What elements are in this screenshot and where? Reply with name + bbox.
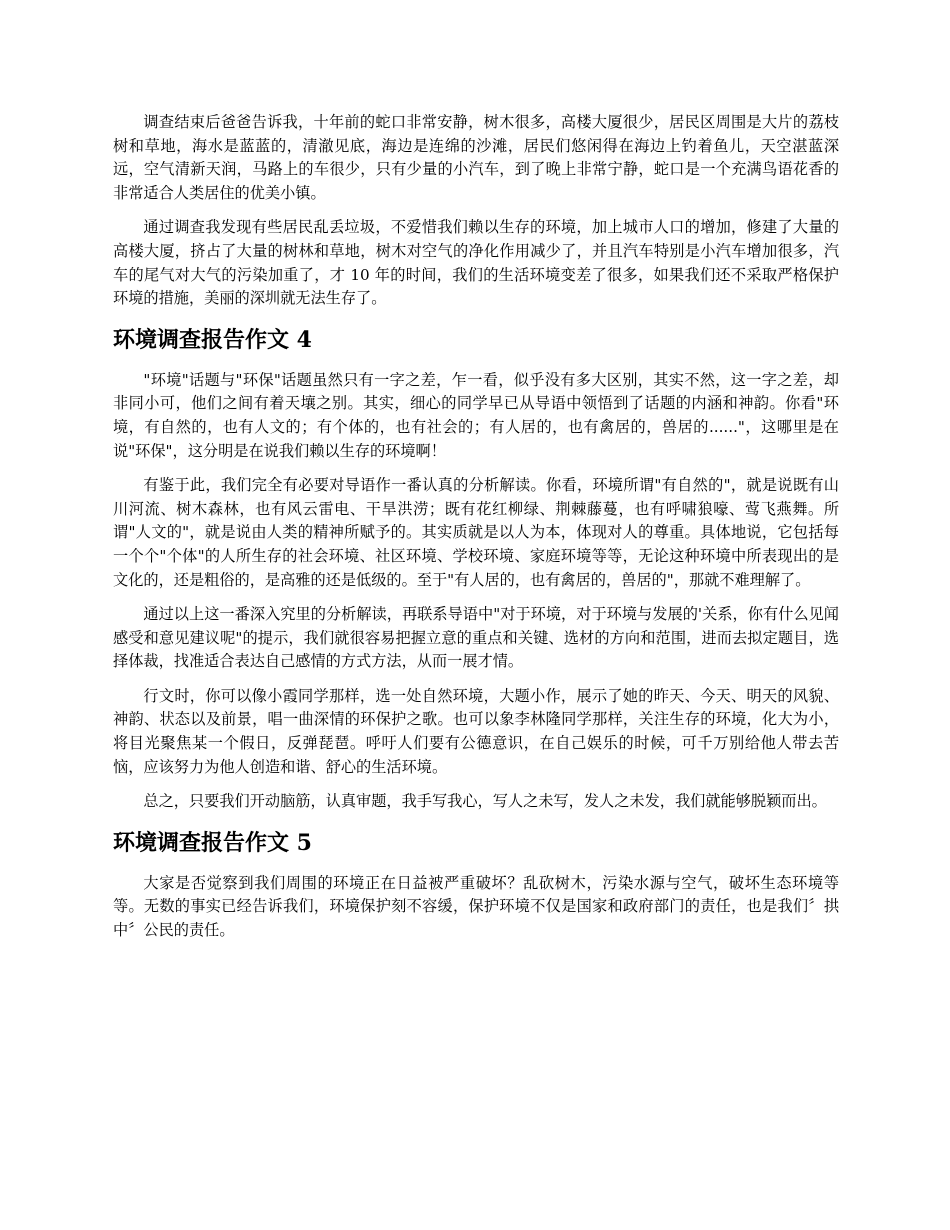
paragraph-gap (113, 592, 839, 603)
paragraph: 有鉴于此，我们完全有必要对导语作一番认真的分析解读。你看，环境所谓"有自然的"，就是说既有山川河流、树木森林，也有风云雷电、干旱洪涝；既有花红柳绿、荆棘藤蔓，也有呼啸狼嚎、莺飞燕舞。所谓"人文的"，就是说由人类的精神所赋予的。其实质就是以人为本，体现对人的尊重。具体地说，它包括每一个个"个体"的人所生存的社会环境、社区环境、学校环境、家庭环境等等，无论这种环境中所表现出的是文化的，还是粗俗的，是高雅的还是低级的。至于"有人居的，也有禽居的，兽居的"，那就不难理解了。 (113, 476, 839, 589)
paragraph-gap (113, 674, 839, 685)
paragraph-gap (113, 205, 839, 216)
paragraph: 通过调查我发现有些居民乱丢垃圾，不爱惜我们赖以生存的环境，加上城市人口的增加，修建了大量的高楼大厦，挤占了大量的树林和草地，树木对空气的净化作用减少了，并且汽车特别是小汽车增加很多，汽车的尾气对大气的污染加重了，才 10 年的时间，我们的生活环境变差了很多，如果我们还不采取严格保护环境的措施，美丽的深圳就无法生存了。 (113, 218, 839, 308)
paragraph: 大家是否觉察到我们周围的环境正在日益被严重破坏？乱砍树木，污染水源与空气，破坏生态环境等等。无数的事实已经告诉我们，环境保护刻不容缓，保护环境不仅是国家和政府部门的责任，也是我们〞拱中〞公民的责任。 (113, 873, 839, 940)
paragraph: "环境"话题与"环保"话题虽然只有一字之差，乍一看，似乎没有多大区别，其实不然，这一字之差，却非同小可，他们之间有着天壤之别。其实，细心的同学早已从导语中领悟到了话题的内涵和神韵。你看"环境，有自然的，也有人文的；有个体的，也有社会的；有人居的，也有禽居的，兽居的......"，这哪里是在说"环保"，这分明是在说我们赖以生存的环境啊！ (113, 370, 839, 460)
section-heading: 环境调查报告作文 5 (113, 829, 312, 856)
paragraph: 总之，只要我们开动脑筋，认真审题，我手写我心，写人之未写，发人之未发，我们就能够脱颖而出。 (143, 792, 827, 811)
paragraph: 通过以上这一番深入究里的分析解读，再联系导语中"对于环境，对于环境与发展的'关系，你有什么见闻感受和意见建议呢"的提示，我们就很容易把握立意的重点和关键、选材的方向和范围，进而去拟定题目，选择体裁，找准适合表达自己感情的方式方法，从而一展才情。 (113, 605, 839, 671)
paragraph-gap (113, 779, 839, 790)
document-page (113, 111, 839, 943)
paragraph: 调查结束后爸爸告诉我，十年前的蛇口非常安静，树木很多，高楼大厦很少，居民区周围是大片的荔枝树和草地，海水是蓝蓝的，清澈见底，海边是连绵的沙滩，居民们悠闲得在海边上钓着鱼儿，天空湛蓝深远，空气清新天润，马路上的车很少，只有少量的小汽车，到了晚上非常宁静，蛇口是一个充满鸟语花香的非常适合人类居住的优美小镇。 (113, 113, 839, 202)
paragraph-gap (113, 463, 839, 474)
paragraph: 行文时，你可以像小霞同学那样，选一处自然环境，大题小作，展示了她的昨天、今天、明天的风貌、神韵、状态以及前景，唱一曲深情的环保护之歌。也可以象李林隆同学那样，关注生存的环境，化大为小，将目光聚焦某一个假日，反弹琵琶。呼吁人们要有公德意识，在自己娱乐的时候，可千万别给他人带去苦恼，应该努力为他人创造和谐、舒心的生活环境。 (113, 686, 839, 776)
section-heading: 环境调查报告作文 4 (113, 326, 312, 353)
